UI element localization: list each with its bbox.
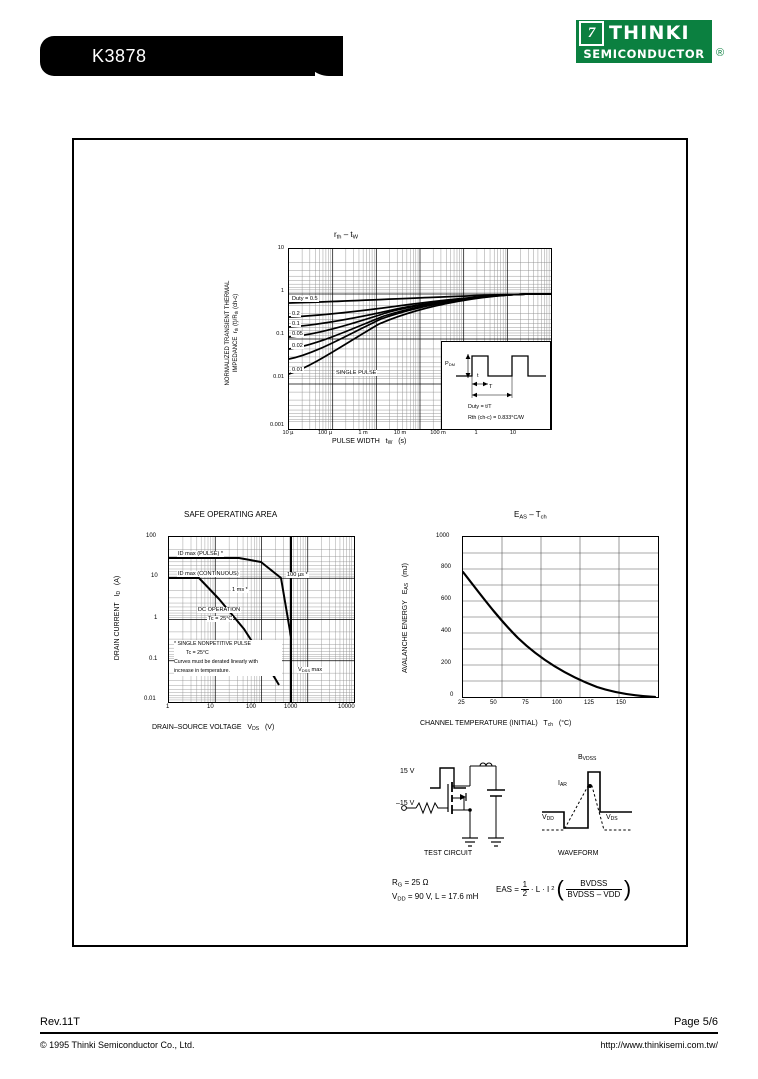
plot-area [462,536,659,698]
logo-mark-icon: 7 [579,21,604,46]
curve-label: 0.1 [292,321,300,327]
y-tick: 0.1 [149,656,158,662]
curve-label: 100 µs * [287,572,308,578]
waveform-caption: WAVEFORM [558,850,599,857]
y-tick: 400 [441,628,452,634]
y-tick: 200 [441,660,452,666]
inset-rth-note: Rth (ch-c) = 0.833°C/W [468,415,524,421]
y-tick: 1 [154,615,158,621]
x-tick: 100 [552,700,563,706]
y-tick: 1 [280,288,284,294]
x-tick: 100 m [430,430,446,436]
soa-curves [169,537,354,702]
chart-transient-thermal-impedance [212,230,562,450]
y-tick: 1000 [436,533,450,539]
plot-area [288,248,552,430]
x-axis-label: PULSE WIDTH $t_W$ (s) [332,438,407,447]
x-tick: 50 [490,700,497,706]
x-tick: 10000 [338,704,355,710]
footnote-line: Curves must be derated linearly with [174,659,258,665]
company-logo [576,20,736,68]
x-tick: 10 [207,704,214,710]
inset-pdm-label: $P_{DM}$ [445,361,455,367]
y-tick: 0.1 [276,331,284,337]
test-circuit-diagram [392,750,672,930]
chart-title: SAFE OPERATING AREA [184,510,278,519]
chart-avalanche-energy [392,508,672,738]
rg-parameter: $R_G = 25$ Ω [392,878,429,889]
eas-formula: EAS = 1 2 · L · I 2 ( BVDSS BVDSS – VDD ) [496,876,632,901]
revision-label: Rev.11T [40,1016,80,1028]
curve-label: 0.05 [292,331,303,337]
x-tick: 100 [246,704,257,710]
eas-curve [463,537,658,697]
copyright-notice: © 1995 Thinki Semiconductor Co., Ltd. [40,1040,195,1050]
chart-title: $r_{th} - t_W$ [334,230,359,241]
vds-label: $V_{DS}$ [606,814,618,823]
x-tick: 1 [474,430,478,436]
formula-lhs: EAS = [496,884,519,894]
curve-label: Duty = 0.5 [292,296,318,302]
vdd-label: $V_{DD}$ [542,814,554,823]
registered-trademark-icon: ® [716,47,725,59]
voltage-low-label: –15 V [396,800,415,807]
curve-label: 1 ms * [232,587,248,593]
formula-fraction-denominator: BVDSS – VDD [567,889,621,899]
y-tick: 0.001 [270,422,284,428]
footnote-line: * SINGLE NONPETITIVE PULSE [174,641,251,647]
iar-label: $I_{AR}$ [558,780,567,789]
y-tick: 600 [441,596,452,602]
logo-subtitle: SEMICONDUCTOR [576,46,712,63]
curve-label: $V_{DSS}$ max [298,667,323,673]
y-axis-label: NORMALIZED TRANSIENT THERMAL IMPEDANCE $r_{th}$ $(t)/R_{th}$ (ch-c) [225,280,239,386]
formula-mid: · L · I [530,884,550,894]
logo-top-bar [576,20,712,46]
x-axis-label: CHANNEL TEMPERATURE (INITIAL) $T_{ch}$ (°C) [420,720,572,729]
y-tick: 10 [277,245,284,251]
x-tick: 25 [458,700,465,706]
y-tick: 0 [450,692,454,698]
footnote-line: Tc = 25°C [186,650,209,656]
content-frame [72,138,688,947]
test-circuit-caption: TEST CIRCUIT [424,850,473,857]
website-url[interactable]: http://www.thinkisemi.com.tw/ [600,1040,718,1050]
part-number: K3878 [92,46,147,66]
formula-exponent: 2 [551,886,555,892]
y-tick: 100 [146,533,157,539]
curve-label: 0.02 [292,343,303,349]
x-tick: 10 m [393,430,407,436]
curve-label: ID max (PULSE) * [178,551,224,557]
x-tick: 125 [584,700,595,706]
vdd-l-parameter: $V_{DD} = 90$ V, L = 17.6 mH [392,892,479,903]
inset-T-label: T [489,384,493,390]
curve-label: 0.01 [292,367,303,373]
logo-company-name: THINKI [609,22,690,44]
curve-label: ID max (CONTINUOUS) [178,571,239,577]
y-tick: 10 [151,573,158,579]
plot-area [168,536,355,703]
x-tick: 1 m [358,430,368,436]
y-tick: 800 [441,564,452,570]
page-header [0,0,758,100]
x-tick: 1 [166,704,170,710]
x-tick: 1000 [284,704,298,710]
y-tick: 0.01 [273,374,284,380]
x-tick: 100 µ [317,430,333,436]
curve-label: Tc = 25°C [208,616,233,622]
soa-footnotes [174,640,282,676]
chart-title: $E_{AS} - T_{ch}$ [514,510,547,521]
curve-label: SINGLE PULSE [336,370,377,376]
x-tick: 10 µ [282,430,294,436]
x-axis-label: DRAIN–SOURCE VOLTAGE $V_{DS}$ (V) [152,724,275,733]
x-tick: 75 [522,700,529,706]
y-tick: 0.01 [144,696,156,702]
curve-label: 0.2 [292,311,300,317]
chart-safe-operating-area [106,508,376,738]
footnote-line: increase in temperature. [174,668,230,674]
pulse-waveform-inset [441,341,551,430]
curve-label: DC OPERATION [198,607,241,613]
page-footer [0,1008,758,1078]
voltage-high-label: 15 V [400,768,415,775]
x-tick: 150 [616,700,627,706]
x-tick: 10 [509,430,517,436]
part-number-banner [40,36,315,76]
page-number: Page 5/6 [673,1016,718,1028]
formula-half-denominator: 2 [522,888,528,898]
formula-half-numerator: 1 [522,879,528,889]
inset-duty-note: Duty = t/T [468,404,492,410]
y-axis-label: AVALANCHE ENERGY $E_{AS}$ (mJ) [402,563,411,673]
inset-t-label: t [477,373,479,379]
y-axis-label: DRAIN CURRENT $I_D$ (A) [114,575,123,661]
formula-fraction-numerator: BVDSS [580,878,608,888]
bvdss-label: $B_{VDSS}$ [578,754,597,763]
footer-divider [40,1032,718,1034]
